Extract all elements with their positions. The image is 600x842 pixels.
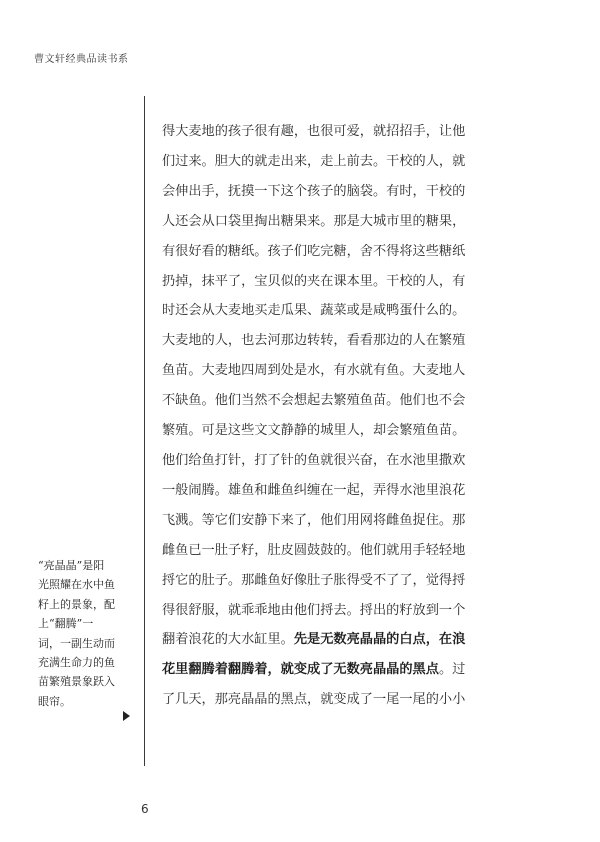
annotation-line: 眼帘。 (38, 694, 71, 708)
highlighted-text: 先是无数亮晶晶的白点，在浪 (293, 632, 466, 648)
series-title: 曹文轩经典品读书系 (34, 54, 129, 65)
body-line: 他们给鱼打针，打了针的鱼就很兴奋，在水池里撒欢 (162, 452, 466, 468)
body-line: 得大麦地的孩子很有趣，也很可爱，就招招手，让他 (162, 124, 466, 139)
annotation-line: 上“翻腾”一 (38, 617, 94, 631)
annotation-line: 充满生命力的鱼 (38, 656, 115, 670)
margin-divider-line (144, 96, 145, 766)
body-line: 不缺鱼。他们当然不会想起去繁殖鱼苗。他们也不会 (162, 393, 466, 409)
body-line-mixed (162, 625, 492, 655)
body-line: 雌鱼已一肚子籽，肚皮圆鼓鼓的。他们就用手轻轻地 (162, 542, 466, 558)
body-line: 鱼苗。大麦地四周到处是水，有水就有鱼。大麦地人 (162, 363, 466, 379)
body-line: 大麦地的人，也去河那边转转，看看那边的人在繁殖 (162, 333, 466, 349)
body-line: 们过来。胆大的就走出来，走上前去。干校的人，就 (162, 153, 466, 169)
body-line: 飞溅。等它们安静下来了，他们用网将雌鱼捉住。那 (162, 512, 466, 528)
body-line: 得很舒服，就乖乖地由他们捋去。捋出的籽放到一个 (162, 602, 466, 618)
triangle-pointer-icon (123, 711, 130, 721)
body-text-plain: 翻着浪花的大水缸里。 (162, 632, 294, 648)
body-line: 时还会从大麦地买走瓜果、蔬菜或是咸鸭蛋什么的。 (162, 303, 466, 319)
body-line: 了几天，那亮晶晶的黑点，就变成了一尾一尾的小小 (162, 692, 466, 708)
margin-annotation (38, 556, 140, 711)
highlighted-text: 花里翻腾着翻腾着，就变成了无数亮晶晶的黑点 (162, 662, 439, 678)
annotation-line: 光照耀在水中鱼 (38, 578, 115, 592)
body-text (162, 117, 492, 715)
body-line: 人还会从口袋里掏出糖果来。那是大城市里的糖果， (162, 213, 466, 229)
body-line: 繁殖。可是这些文文静静的城里人，却会繁殖鱼苗。 (162, 423, 466, 439)
body-line: 捋它的肚子。那雌鱼好像肚子胀得受不了了，觉得捋 (162, 572, 466, 588)
annotation-line: 词，一副生动而 (38, 636, 115, 650)
body-line: 扔掉，抹平了，宝贝似的夹在课本里。干校的人，有 (162, 273, 466, 289)
body-line: 一般闹腾。雄鱼和雌鱼纠缠在一起，弄得水池里浪花 (162, 482, 466, 498)
annotation-line: “亮晶晶”是阳 (38, 559, 105, 572)
body-line: 会伸出手，抚摸一下这个孩子的脑袋。有时，干校的 (162, 183, 466, 199)
annotation-line: 苗繁殖景象跃入 (38, 675, 115, 689)
body-text-plain: 。过 (438, 662, 466, 678)
body-line-mixed (162, 655, 492, 685)
body-line: 有很好看的糖纸。孩子们吃完糖，舍不得将这些糖纸 (162, 243, 466, 259)
annotation-line: 籽上的景象，配 (38, 597, 115, 611)
page-number: 6 (141, 802, 149, 816)
